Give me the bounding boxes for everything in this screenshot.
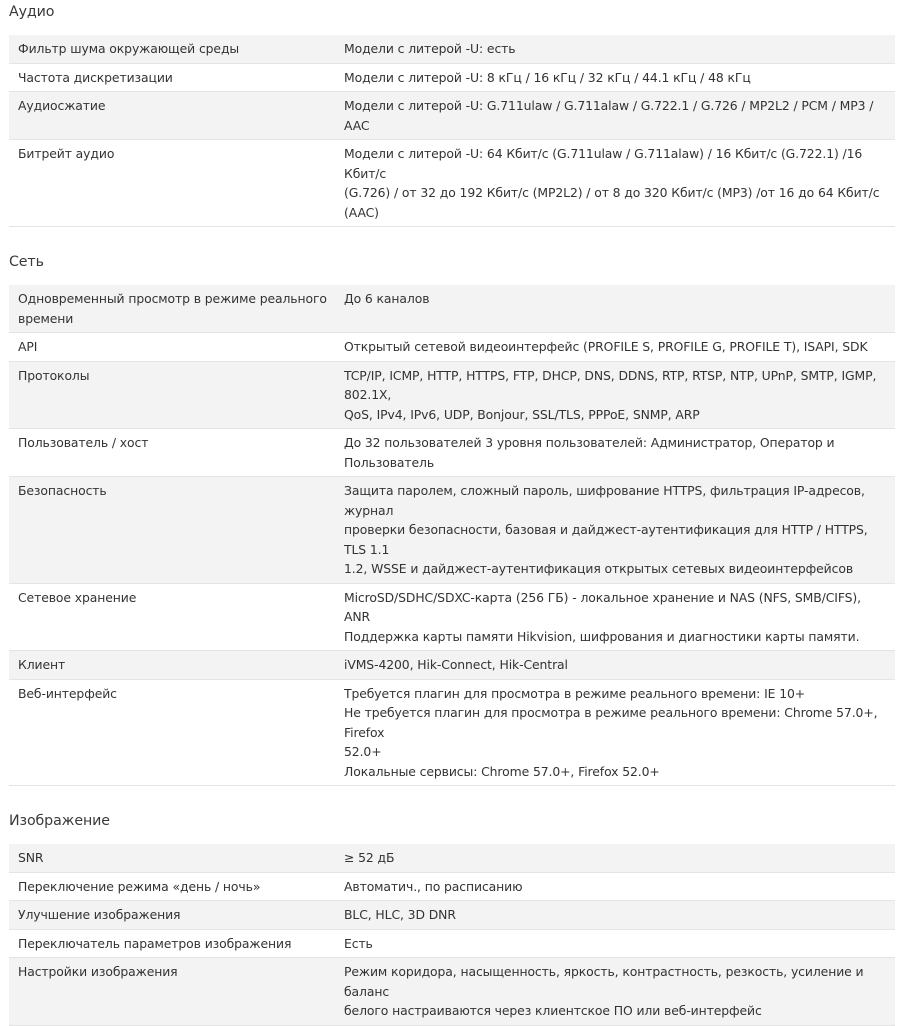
spec-value: Есть <box>335 929 895 958</box>
spec-label: Протоколы <box>9 361 335 429</box>
section-title-spacer <box>9 274 895 285</box>
spec-value: Открытый сетевой видеоинтерфейс (PROFILE S, PROFILE G, PROFILE T), ISAPI, SDK <box>335 333 895 362</box>
spec-value: iVMS-4200, Hik-Connect, Hik-Central <box>335 651 895 680</box>
spec-value: Требуется плагин для просмотра в режиме реального времени: IE 10+ Не требуется плагин для просмотра в режиме реального времени: Chrome 57.0+, Firefox 52.0+ Локальные сервисы: Chrome 57.0+, Firefox 52.0+ <box>335 679 895 786</box>
spec-label: Веб-интерфейс <box>9 679 335 786</box>
spec-row <box>9 361 895 429</box>
spec-value: Защита паролем, сложный пароль, шифрование HTTPS, фильтрация IP-адресов, журнал проверки безопасности, базовая и дайджест-аутентификация для HTTP / HTTPS, TLS 1.1 1.2, WSSE и дайджест-аутентификация открытых сетевых видеоинтерфейсов <box>335 477 895 584</box>
spec-value: MicroSD/SDHC/SDXC-карта (256 ГБ) - локальное хранение и NAS (NFS, SMB/CIFS), ANR Поддержка карты памяти Hikvision, шифрования и диагностики карты памяти. <box>335 583 895 651</box>
spec-label: Частота дискретизации <box>9 63 335 92</box>
section-spacer <box>9 786 895 809</box>
spec-value: Автоматич., по расписанию <box>335 872 895 901</box>
spec-row <box>9 958 895 1026</box>
spec-label: Настройки изображения <box>9 958 335 1026</box>
section-spacer <box>9 227 895 250</box>
spec-row <box>9 583 895 651</box>
section-title: Сеть <box>9 254 44 270</box>
spec-table <box>9 285 895 786</box>
spec-label: Одновременный просмотр в режиме реального времени <box>9 285 335 333</box>
spec-row <box>9 477 895 584</box>
spec-row <box>9 872 895 901</box>
spec-value: Модели с литерой -U: есть <box>335 35 895 63</box>
section-title-spacer <box>9 833 895 844</box>
spec-label: Сетевое хранение <box>9 583 335 651</box>
spec-row <box>9 35 895 63</box>
spec-value: Модели с литерой -U: 64 Кбит/с (G.711ulaw / G.711alaw) / 16 Кбит/с (G.722.1) /16 Кбит/с (G.726) / от 32 до 192 Кбит/с (MP2L2) / от 8 до 320 Кбит/с (MP3) /от 16 до 64 Кбит/с (AAC) <box>335 140 895 227</box>
spec-value: Модели с литерой -U: 8 кГц / 16 кГц / 32 кГц / 44.1 кГц / 48 кГц <box>335 63 895 92</box>
spec-label: Битрейт аудио <box>9 140 335 227</box>
section-title: Аудио <box>9 4 55 20</box>
spec-label: Клиент <box>9 651 335 680</box>
spec-row <box>9 901 895 930</box>
spec-value: ≥ 52 дБ <box>335 844 895 872</box>
spec-value: До 6 каналов <box>335 285 895 333</box>
spec-value: BLC, HLC, 3D DNR <box>335 901 895 930</box>
section-title-spacer <box>9 24 895 35</box>
spec-row <box>9 679 895 786</box>
spec-label: SNR <box>9 844 335 872</box>
spec-value: TCP/IP, ICMP, HTTP, HTTPS, FTP, DHCP, DNS, DDNS, RTP, RTSP, NTP, UPnP, SMTP, IGMP, 802.1X, QoS, IPv4, IPv6, UDP, Bonjour, SSL/TLS, PPPoE, SNMP, ARP <box>335 361 895 429</box>
spec-label: Улучшение изображения <box>9 901 335 930</box>
spec-row <box>9 333 895 362</box>
spec-value: Модели с литерой -U: G.711ulaw / G.711alaw / G.722.1 / G.726 / MP2L2 / PCM / MP3 / AAC <box>335 92 895 140</box>
spec-row <box>9 651 895 680</box>
spec-value: Режим коридора, насыщенность, яркость, контрастность, резкость, усиление и баланс белого настраиваются через клиентское ПО или веб-интерфейс <box>335 958 895 1026</box>
spec-table <box>9 844 895 1026</box>
spec-row <box>9 285 895 333</box>
spec-row <box>9 92 895 140</box>
spec-label: Пользователь / хост <box>9 429 335 477</box>
spec-row <box>9 429 895 477</box>
spec-label: Аудиосжатие <box>9 92 335 140</box>
spec-row <box>9 844 895 872</box>
section-title: Изображение <box>9 813 110 829</box>
spec-row <box>9 140 895 227</box>
spec-label: Переключатель параметров изображения <box>9 929 335 958</box>
spec-table <box>9 35 895 227</box>
spec-label: Фильтр шума окружающей среды <box>9 35 335 63</box>
spec-label: API <box>9 333 335 362</box>
spec-label: Безопасность <box>9 477 335 584</box>
spec-row <box>9 929 895 958</box>
spec-label: Переключение режима «день / ночь» <box>9 872 335 901</box>
spec-value: До 32 пользователей 3 уровня пользователей: Администратор, Оператор и Пользователь <box>335 429 895 477</box>
spec-row <box>9 63 895 92</box>
